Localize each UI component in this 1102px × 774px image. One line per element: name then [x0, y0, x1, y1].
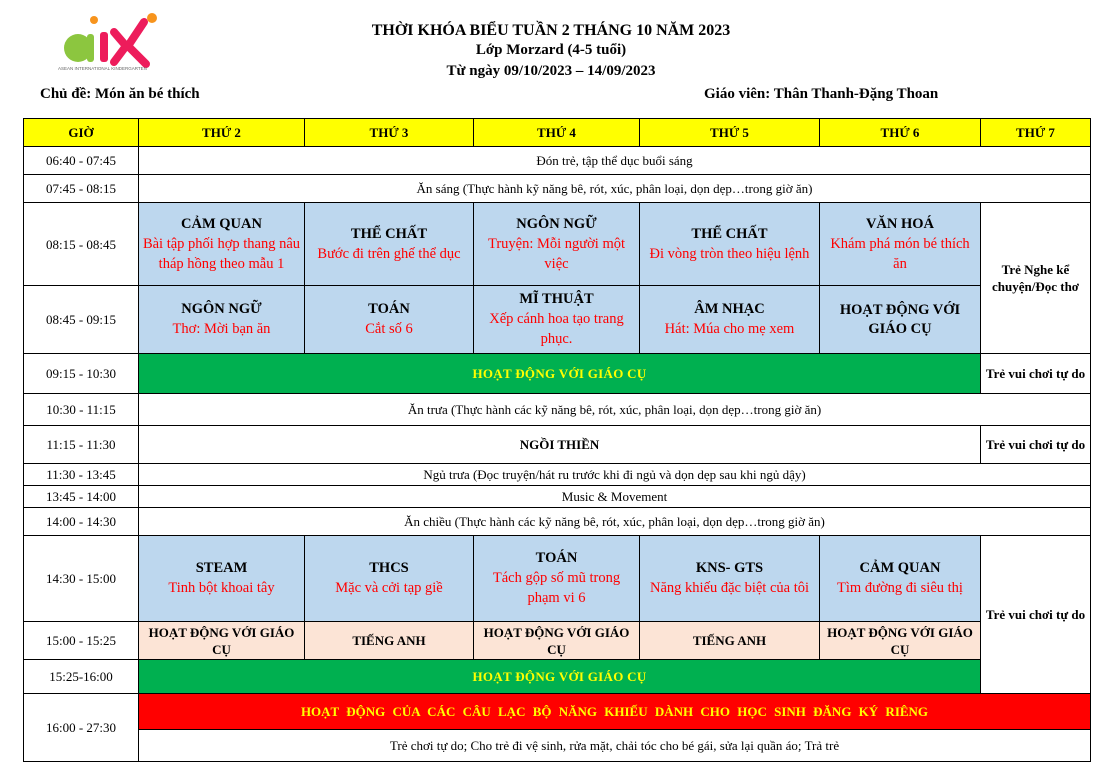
svg-text:ASEAN INTERNATIONAL KINDERGART: ASEAN INTERNATIONAL KINDERGARTEN: [58, 66, 147, 71]
lesson-subject: STEAM: [195, 560, 248, 576]
activity-cell: Ăn trưa (Thực hành các kỹ năng bê, rót, xúc, phân loại, dọn dẹp…trong giờ ăn): [139, 394, 1091, 426]
club-banner: HOẠT ĐỘNG CỦA CÁC CÂU LẠC BỘ NĂNG KHIẾU DÀNH CHO HỌC SINH ĐĂNG KÝ RIÊNG: [139, 694, 1091, 730]
activity-cell: TIẾNG ANH: [305, 622, 474, 660]
time-cell: 11:30 - 13:45: [24, 464, 139, 486]
lesson-subject: ÂM NHẠC: [694, 301, 765, 317]
table-row: [24, 508, 1091, 536]
table-row: [24, 203, 1091, 286]
table-row: [24, 660, 1091, 694]
lesson-subject: THCS: [369, 560, 409, 576]
lesson-subject: NGÔN NGỮ: [181, 301, 262, 317]
table-row: [24, 730, 1091, 762]
lesson-cell: [139, 203, 305, 286]
lesson-desc: Mặc và cởi tạp giề: [335, 580, 443, 596]
activity-cell: HOẠT ĐỘNG VỚI GIÁO CỤ: [820, 622, 981, 660]
lesson-cell: [474, 203, 640, 286]
activity-cell: Ngủ trưa (Đọc truyện/hát ru trước khi đi ngủ và dọn dẹp sau khi ngủ dậy): [139, 464, 1091, 486]
time-cell: 14:30 - 15:00: [24, 536, 139, 622]
lesson-cell: [139, 286, 305, 354]
lesson-desc: Tìm đường đi siêu thị: [837, 580, 963, 596]
header-row: [24, 119, 1091, 147]
time-cell: 08:45 - 09:15: [24, 286, 139, 354]
time-cell: 13:45 - 14:00: [24, 486, 139, 508]
table-row: [24, 426, 1091, 464]
lesson-cell: [305, 203, 474, 286]
lesson-desc: Bài tập phối hợp thang nâu tháp hồng theo mẫu 1: [142, 235, 301, 272]
table-row: [24, 622, 1091, 660]
activity-cell: NGỒI THIỀN: [139, 426, 981, 464]
lesson-desc: Truyện: Mỗi người một việc: [487, 235, 626, 272]
lesson-subject: VĂN HOÁ: [865, 215, 935, 232]
saturday-cell: Trẻ vui chơi tự do: [981, 354, 1091, 394]
lesson-cell: [820, 203, 981, 286]
lesson-desc: Tách gộp số mũ trong phạm vi 6: [492, 570, 621, 606]
table-row: [24, 536, 1091, 622]
table-row: [24, 286, 1091, 354]
activity-cell: Ăn sáng (Thực hành kỹ năng bê, rót, xúc, phân loại, dọn dẹp…trong giờ ăn): [139, 175, 1091, 203]
lesson-cell: [139, 536, 305, 622]
activity-cell: HOẠT ĐỘNG VỚI GIÁO CỤ: [474, 622, 640, 660]
col-header-fri: THỨ 6: [820, 119, 981, 147]
topic-label: Chủ đề: Món ăn bé thích: [40, 86, 200, 102]
lesson-subject: THỂ CHẤT: [350, 225, 428, 242]
time-cell: 06:40 - 07:45: [24, 147, 139, 175]
lesson-subject: NGÔN NGỮ: [516, 215, 597, 232]
teacher-label: Giáo viên: Thân Thanh-Đặng Thoan: [704, 86, 939, 102]
col-header-wed: THỨ 4: [474, 119, 640, 147]
lesson-desc: Bước đi trên ghế thể dục: [317, 245, 461, 262]
saturday-cell: Trẻ Nghe kể chuyện/Đọc thơ: [981, 203, 1091, 354]
lesson-subject: KNS- GTS: [695, 560, 764, 576]
activity-cell: TIẾNG ANH: [640, 622, 820, 660]
table-row: [24, 464, 1091, 486]
lesson-desc: Đi vòng tròn theo hiệu lệnh: [649, 245, 810, 262]
lesson-desc: Khám phá món bé thích ăn: [830, 235, 970, 272]
lesson-subject: TOÁN: [368, 301, 410, 317]
lesson-desc: Hát: Múa cho mẹ xem: [664, 321, 795, 337]
saturday-cell: Trẻ vui chơi tự do: [981, 426, 1091, 464]
table-row: [24, 175, 1091, 203]
lesson-cell: [474, 286, 640, 354]
time-cell: 15:25-16:00: [24, 660, 139, 694]
col-header-sat: THỨ 7: [981, 119, 1091, 147]
activity-cell: Music & Movement: [139, 486, 1091, 508]
lesson-cell: [305, 536, 474, 622]
time-cell: 11:15 - 11:30: [24, 426, 139, 464]
activity-cell: Ăn chiều (Thực hành các kỹ năng bê, rót, xúc, phân loại, dọn dẹp…trong giờ ăn): [139, 508, 1091, 536]
time-cell: 10:30 - 11:15: [24, 394, 139, 426]
activity-cell: Trẻ chơi tự do; Cho trẻ đi vệ sinh, rửa mặt, chải tóc cho bé gái, sửa lại quần áo; Trả trẻ: [139, 730, 1091, 762]
activity-banner: HOẠT ĐỘNG VỚI GIÁO CỤ: [139, 660, 981, 694]
lesson-cell: [640, 536, 820, 622]
saturday-cell: Trẻ vui chơi tự do: [981, 536, 1091, 694]
col-header-time: GIỜ: [24, 119, 139, 147]
lesson-cell: [640, 203, 820, 286]
activity-cell: Đón trẻ, tập thể dục buổi sáng: [139, 147, 1091, 175]
lesson-cell: [640, 286, 820, 354]
lesson-subject: TOÁN: [535, 550, 578, 566]
lesson-desc: Thơ: Mời bạn ăn: [172, 321, 271, 337]
lesson-subject: CẢM QUAN: [181, 215, 262, 232]
lesson-subject: MĨ THUẬT: [519, 291, 594, 307]
table-row: [24, 147, 1091, 175]
lesson-desc: Tinh bột khoai tây: [168, 580, 275, 596]
table-row: [24, 486, 1091, 508]
lesson-subject: CẢM QUAN: [859, 560, 941, 576]
col-header-tue: THỨ 3: [305, 119, 474, 147]
lesson-cell: [474, 536, 640, 622]
page-header: [0, 0, 1102, 118]
lesson-desc: Cắt số 6: [365, 321, 413, 337]
time-cell: 16:00 - 27:30: [24, 694, 139, 762]
lesson-subject: HOẠT ĐỘNG VỚI GIÁO CỤ: [839, 301, 961, 337]
lesson-desc: Năng khiếu đặc biệt của tôi: [649, 580, 810, 596]
lesson-subject: THỂ CHẤT: [691, 225, 768, 242]
time-cell: 07:45 - 08:15: [24, 175, 139, 203]
schedule-title: THỜI KHÓA BIỂU TUẦN 2 THÁNG 10 NĂM 2023: [371, 22, 731, 39]
time-cell: 09:15 - 10:30: [24, 354, 139, 394]
table-row: [24, 394, 1091, 426]
date-range: Từ ngày 09/10/2023 – 14/09/2023: [446, 63, 656, 79]
schedule-table: [23, 118, 1091, 762]
col-header-thu: THỨ 5: [640, 119, 820, 147]
table-row: [24, 694, 1091, 730]
activity-banner: HOẠT ĐỘNG VỚI GIÁO CỤ: [139, 354, 981, 394]
lesson-desc: Xếp cánh hoa tạo trang phục.: [489, 311, 624, 347]
time-cell: 08:15 - 08:45: [24, 203, 139, 286]
time-cell: 15:00 - 15:25: [24, 622, 139, 660]
time-cell: 14:00 - 14:30: [24, 508, 139, 536]
class-name: Lớp Morzard (4-5 tuổi): [475, 42, 627, 58]
activity-cell: HOẠT ĐỘNG VỚI GIÁO CỤ: [139, 622, 305, 660]
table-row: [24, 354, 1091, 394]
lesson-cell: [820, 536, 981, 622]
lesson-cell: [820, 286, 981, 354]
col-header-mon: THỨ 2: [139, 119, 305, 147]
lesson-cell: [305, 286, 474, 354]
